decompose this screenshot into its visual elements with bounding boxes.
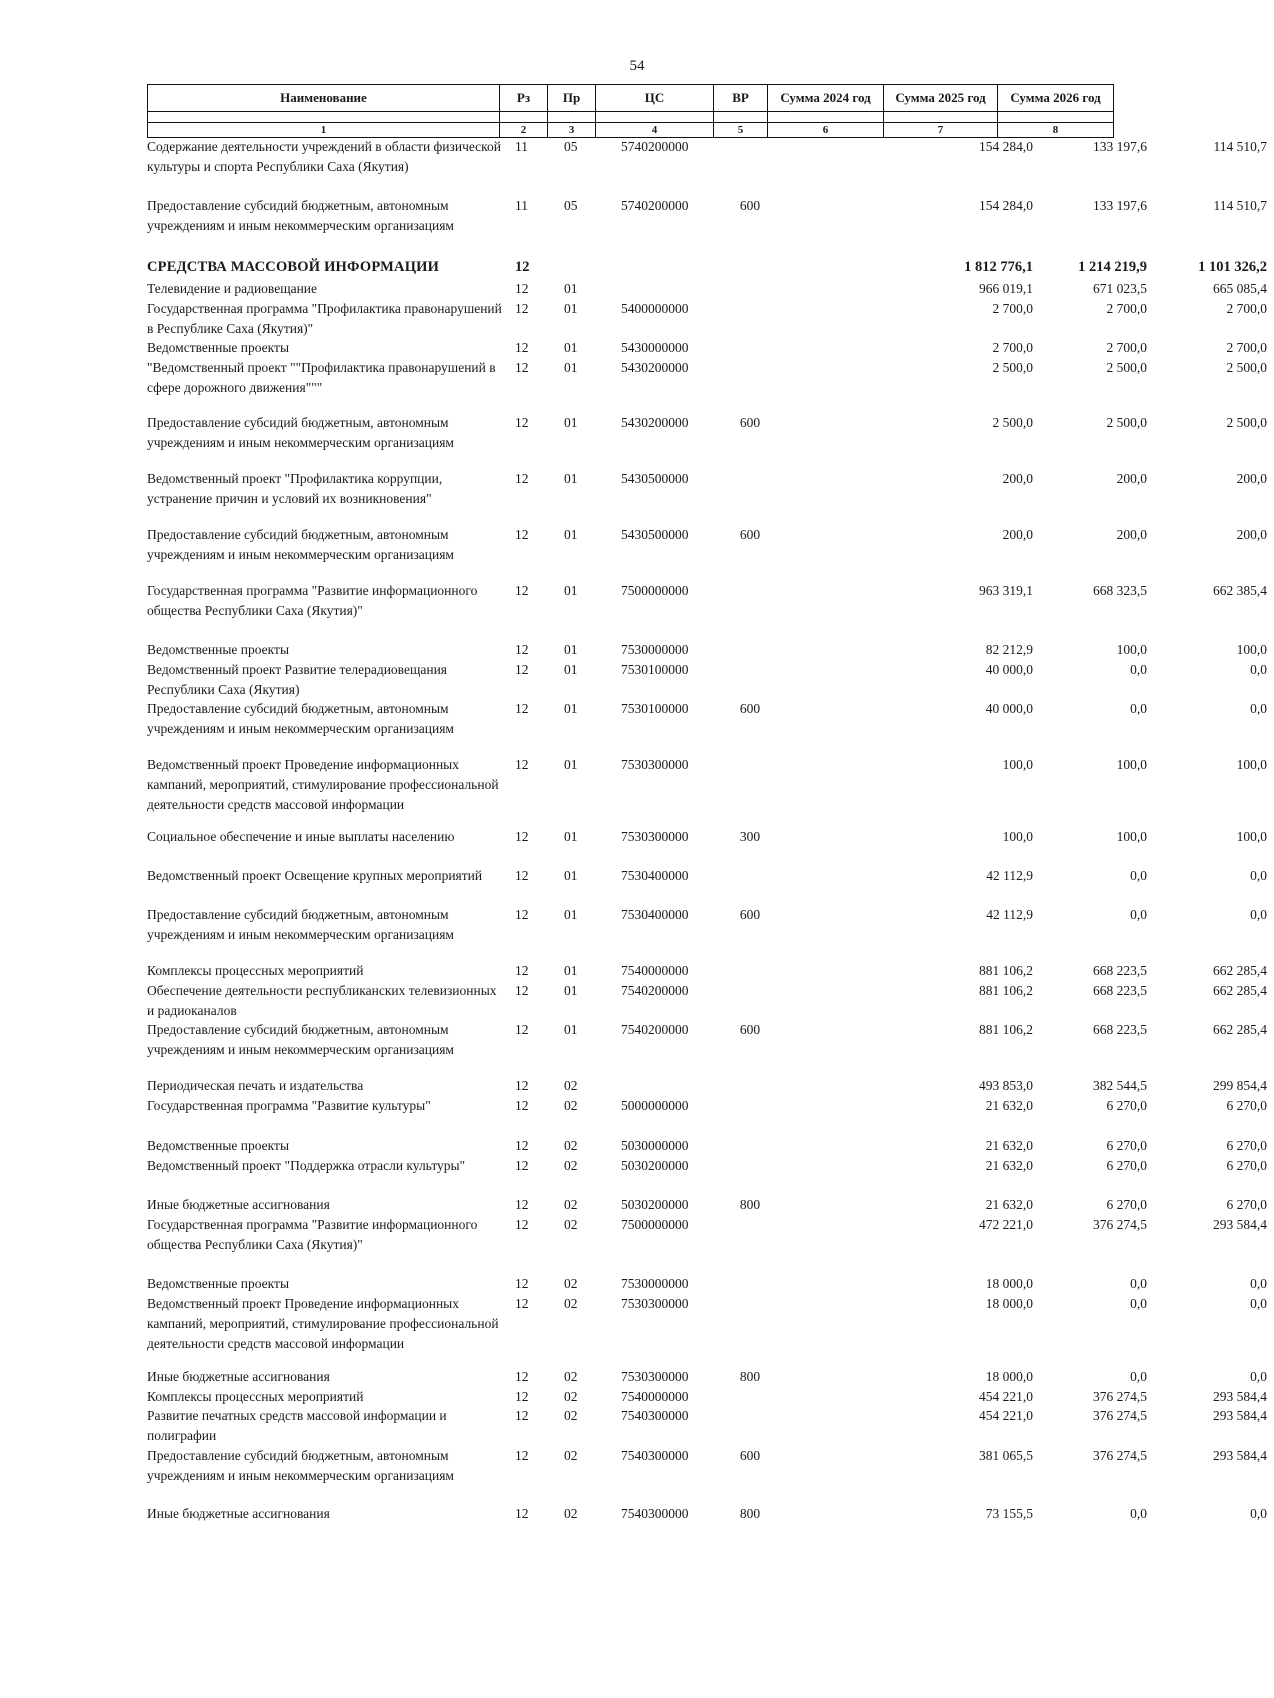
row-sum-2026: 293 584,4 bbox=[1213, 1448, 1267, 1463]
row-name: Предоставление субсидий бюджетным, автономным учреждениям и иным некоммерческим организациям bbox=[147, 1448, 454, 1483]
row-rz: 12 bbox=[515, 868, 529, 883]
row-cs: 7540200000 bbox=[621, 983, 689, 998]
row-sum-2024: 18 000,0 bbox=[985, 1369, 1033, 1384]
row-name: Государственная программа "Профилактика правонарушений в Республике Саха (Якутия)" bbox=[147, 301, 502, 336]
row-sum-2024: 82 212,9 bbox=[985, 642, 1033, 657]
row-pr: 05 bbox=[564, 139, 578, 154]
row-pr: 02 bbox=[564, 1506, 578, 1521]
row-name: Ведомственные проекты bbox=[147, 1138, 290, 1153]
row-cs: 5030200000 bbox=[621, 1197, 689, 1212]
row-rz: 12 bbox=[515, 301, 529, 316]
row-rz: 12 bbox=[515, 281, 529, 296]
row-sum-2024: 100,0 bbox=[1002, 757, 1033, 772]
row-sum-2026: 100,0 bbox=[1236, 829, 1267, 844]
row-name: Комплексы процессных мероприятий bbox=[147, 963, 364, 978]
row-vr: 800 bbox=[739, 1197, 761, 1212]
row-sum-2026: 2 500,0 bbox=[1226, 415, 1267, 430]
row-sum-2024: 963 319,1 bbox=[979, 583, 1033, 598]
row-pr: 01 bbox=[564, 281, 578, 296]
row-cs: 5030000000 bbox=[621, 1138, 689, 1153]
row-sum-2025: 6 270,0 bbox=[1106, 1197, 1147, 1212]
row-sum-2025: 100,0 bbox=[1116, 829, 1147, 844]
row-rz: 12 bbox=[515, 701, 529, 716]
row-cs: 5000000000 bbox=[621, 1098, 689, 1113]
row-name: Ведомственный проект Освещение крупных мероприятий bbox=[147, 868, 483, 883]
row-vr: 600 bbox=[739, 1448, 761, 1463]
row-sum-2024: 200,0 bbox=[1002, 471, 1033, 486]
row-vr: 600 bbox=[739, 415, 761, 430]
column-number: 2 bbox=[500, 123, 548, 138]
row-sum-2024: 73 155,5 bbox=[985, 1506, 1033, 1521]
row-sum-2024: 2 500,0 bbox=[992, 415, 1033, 430]
row-sum-2025: 2 700,0 bbox=[1106, 340, 1147, 355]
row-rz: 12 bbox=[515, 360, 529, 375]
row-vr: 600 bbox=[739, 527, 761, 542]
row-name: Предоставление субсидий бюджетным, автономным учреждениям и иным некоммерческим организациям bbox=[147, 907, 454, 942]
row-rz: 12 bbox=[515, 1369, 529, 1384]
row-sum-2025: 671 023,5 bbox=[1093, 281, 1147, 296]
row-pr: 02 bbox=[564, 1448, 578, 1463]
header-cs: ЦС bbox=[596, 85, 714, 112]
row-pr: 01 bbox=[564, 907, 578, 922]
row-vr: 600 bbox=[739, 198, 761, 213]
row-pr: 02 bbox=[564, 1217, 578, 1232]
row-sum-2026: 0,0 bbox=[1250, 868, 1267, 883]
row-sum-2025: 2 500,0 bbox=[1106, 360, 1147, 375]
row-rz: 12 bbox=[515, 1408, 529, 1423]
row-cs: 7540000000 bbox=[621, 1389, 689, 1404]
column-number: 4 bbox=[596, 123, 714, 138]
row-sum-2024: 2 700,0 bbox=[992, 301, 1033, 316]
row-sum-2025: 200,0 bbox=[1116, 527, 1147, 542]
row-sum-2025: 0,0 bbox=[1130, 868, 1147, 883]
row-sum-2026: 662 385,4 bbox=[1213, 583, 1267, 598]
row-name: Ведомственный проект "Профилактика коррупции, устранение причин и условий их возникновения" bbox=[147, 471, 443, 506]
row-sum-2025: 376 274,5 bbox=[1093, 1389, 1147, 1404]
row-sum-2025: 2 700,0 bbox=[1106, 301, 1147, 316]
row-name: Ведомственные проекты bbox=[147, 1276, 290, 1291]
row-sum-2024: 154 284,0 bbox=[979, 139, 1033, 154]
column-number: 7 bbox=[884, 123, 998, 138]
row-sum-2026: 293 584,4 bbox=[1213, 1389, 1267, 1404]
row-sum-2026: 100,0 bbox=[1236, 757, 1267, 772]
row-sum-2026: 2 700,0 bbox=[1226, 340, 1267, 355]
row-name: Предоставление субсидий бюджетным, автономным учреждениям и иным некоммерческим организациям bbox=[147, 198, 454, 233]
row-pr: 01 bbox=[564, 963, 578, 978]
row-vr: 600 bbox=[739, 701, 761, 716]
row-pr: 01 bbox=[564, 701, 578, 716]
row-sum-2024: 881 106,2 bbox=[979, 963, 1033, 978]
header-vr: ВР bbox=[714, 85, 768, 112]
row-cs: 5430500000 bbox=[621, 527, 689, 542]
row-sum-2024: 40 000,0 bbox=[985, 701, 1033, 716]
row-sum-2024: 21 632,0 bbox=[985, 1138, 1033, 1153]
row-cs: 5430200000 bbox=[621, 415, 689, 430]
row-cs: 7530400000 bbox=[621, 907, 689, 922]
column-number: 6 bbox=[768, 123, 884, 138]
row-sum-2026: 2 500,0 bbox=[1226, 360, 1267, 375]
row-cs: 7530000000 bbox=[621, 642, 689, 657]
row-sum-2026: 0,0 bbox=[1250, 1296, 1267, 1311]
row-pr: 01 bbox=[564, 868, 578, 883]
row-name: Развитие печатных средств массовой информации и полиграфии bbox=[147, 1408, 447, 1443]
row-name: Государственная программа "Развитие информационного общества Республики Саха (Якутия)" bbox=[147, 583, 478, 618]
row-name: Социальное обеспечение и иные выплаты населению bbox=[147, 829, 455, 844]
row-sum-2025: 133 197,6 bbox=[1093, 198, 1147, 213]
row-cs: 5430000000 bbox=[621, 340, 689, 355]
row-cs: 5740200000 bbox=[621, 139, 689, 154]
row-sum-2024: 381 065,5 bbox=[979, 1448, 1033, 1463]
row-sum-2026: 114 510,7 bbox=[1213, 198, 1267, 213]
row-cs: 5430200000 bbox=[621, 360, 689, 375]
row-rz: 12 bbox=[515, 527, 529, 542]
row-cs: 7530100000 bbox=[621, 701, 689, 716]
row-sum-2024: 454 221,0 bbox=[979, 1408, 1033, 1423]
row-sum-2024: 154 284,0 bbox=[979, 198, 1033, 213]
row-name: Обеспечение деятельности республиканских телевизионных и радиоканалов bbox=[147, 983, 497, 1018]
row-rz: 12 bbox=[515, 1078, 529, 1093]
row-pr: 02 bbox=[564, 1296, 578, 1311]
row-name: Ведомственные проекты bbox=[147, 642, 290, 657]
row-rz: 12 bbox=[515, 415, 529, 430]
row-sum-2025: 668 223,5 bbox=[1093, 963, 1147, 978]
row-vr: 600 bbox=[739, 907, 761, 922]
row-sum-2024: 21 632,0 bbox=[985, 1197, 1033, 1212]
row-rz: 12 bbox=[515, 907, 529, 922]
row-rz: 12 bbox=[515, 757, 529, 772]
column-number: 8 bbox=[998, 123, 1114, 138]
row-sum-2026: 1 101 326,2 bbox=[1198, 259, 1267, 275]
column-number: 1 bbox=[148, 123, 500, 138]
row-sum-2026: 6 270,0 bbox=[1226, 1197, 1267, 1212]
row-rz: 12 bbox=[515, 1158, 529, 1173]
row-name: Иные бюджетные ассигнования bbox=[147, 1197, 330, 1212]
row-cs: 7530400000 bbox=[621, 868, 689, 883]
row-name: "Ведомственный проект ""Профилактика правонарушений в сфере дорожного движения""" bbox=[147, 360, 496, 395]
row-sum-2025: 0,0 bbox=[1130, 701, 1147, 716]
row-vr: 800 bbox=[739, 1506, 761, 1521]
row-sum-2024: 42 112,9 bbox=[986, 868, 1033, 883]
row-cs: 7540300000 bbox=[621, 1408, 689, 1423]
row-pr: 02 bbox=[564, 1098, 578, 1113]
row-pr: 02 bbox=[564, 1197, 578, 1212]
row-cs: 5400000000 bbox=[621, 301, 689, 316]
row-rz: 12 bbox=[515, 259, 530, 275]
row-cs: 7540000000 bbox=[621, 963, 689, 978]
row-rz: 12 bbox=[515, 1217, 529, 1232]
row-cs: 7530300000 bbox=[621, 1369, 689, 1384]
row-name: Периодическая печать и издательства bbox=[147, 1078, 364, 1093]
row-sum-2024: 881 106,2 bbox=[979, 1022, 1033, 1037]
row-pr: 01 bbox=[564, 983, 578, 998]
row-pr: 01 bbox=[564, 340, 578, 355]
row-cs: 5030200000 bbox=[621, 1158, 689, 1173]
row-sum-2025: 668 223,5 bbox=[1093, 1022, 1147, 1037]
row-cs: 5430500000 bbox=[621, 471, 689, 486]
row-sum-2025: 0,0 bbox=[1130, 1296, 1147, 1311]
row-sum-2025: 200,0 bbox=[1116, 471, 1147, 486]
header-sum-2026: Сумма 2026 год bbox=[998, 85, 1114, 112]
row-pr: 02 bbox=[564, 1158, 578, 1173]
row-sum-2026: 100,0 bbox=[1236, 642, 1267, 657]
row-name: Государственная программа "Развитие информационного общества Республики Саха (Якутия)" bbox=[147, 1217, 478, 1252]
row-sum-2025: 0,0 bbox=[1130, 1369, 1147, 1384]
row-cs: 7530300000 bbox=[621, 757, 689, 772]
row-rz: 12 bbox=[515, 1138, 529, 1153]
row-sum-2024: 18 000,0 bbox=[985, 1276, 1033, 1291]
row-cs: 7530300000 bbox=[621, 829, 689, 844]
row-name: Ведомственный проект Проведение информационных кампаний, мероприятий, стимулирование профессиональной деятельности средств массовой информации bbox=[147, 757, 499, 812]
row-sum-2025: 668 323,5 bbox=[1093, 583, 1147, 598]
row-pr: 01 bbox=[564, 757, 578, 772]
row-sum-2024: 100,0 bbox=[1002, 829, 1033, 844]
row-sum-2025: 668 223,5 bbox=[1093, 983, 1147, 998]
row-sum-2025: 6 270,0 bbox=[1106, 1158, 1147, 1173]
row-sum-2024: 2 500,0 bbox=[992, 360, 1033, 375]
row-rz: 12 bbox=[515, 1022, 529, 1037]
row-name: Телевидение и радиовещание bbox=[147, 281, 318, 296]
row-sum-2024: 881 106,2 bbox=[979, 983, 1033, 998]
row-pr: 02 bbox=[564, 1276, 578, 1291]
row-sum-2026: 6 270,0 bbox=[1226, 1158, 1267, 1173]
row-vr: 300 bbox=[739, 829, 761, 844]
header-rz: Рз bbox=[500, 85, 548, 112]
row-name: Ведомственный проект Развитие телерадиовещания Республики Саха (Якутия) bbox=[147, 662, 448, 697]
column-number: 5 bbox=[714, 123, 768, 138]
row-sum-2026: 299 854,4 bbox=[1213, 1078, 1267, 1093]
row-sum-2026: 0,0 bbox=[1250, 701, 1267, 716]
row-cs: 7540300000 bbox=[621, 1506, 689, 1521]
row-sum-2026: 665 085,4 bbox=[1213, 281, 1267, 296]
row-sum-2025: 1 214 219,9 bbox=[1078, 259, 1147, 275]
row-sum-2025: 2 500,0 bbox=[1106, 415, 1147, 430]
row-rz: 12 bbox=[515, 1197, 529, 1212]
row-sum-2024: 21 632,0 bbox=[985, 1098, 1033, 1113]
row-sum-2026: 200,0 bbox=[1236, 471, 1267, 486]
row-sum-2026: 293 584,4 bbox=[1213, 1408, 1267, 1423]
row-rz: 12 bbox=[515, 1098, 529, 1113]
row-sum-2026: 2 700,0 bbox=[1226, 301, 1267, 316]
row-sum-2024: 472 221,0 bbox=[979, 1217, 1033, 1232]
header-sum-2025: Сумма 2025 год bbox=[884, 85, 998, 112]
row-rz: 12 bbox=[515, 1389, 529, 1404]
row-sum-2026: 662 285,4 bbox=[1213, 963, 1267, 978]
row-vr: 600 bbox=[739, 1022, 761, 1037]
row-sum-2026: 0,0 bbox=[1250, 662, 1267, 677]
row-name: Предоставление субсидий бюджетным, автономным учреждениям и иным некоммерческим организациям bbox=[147, 415, 454, 450]
row-rz: 12 bbox=[515, 963, 529, 978]
row-sum-2025: 376 274,5 bbox=[1093, 1448, 1147, 1463]
row-sum-2026: 0,0 bbox=[1250, 907, 1267, 922]
row-sum-2026: 0,0 bbox=[1250, 1276, 1267, 1291]
row-name: Содержание деятельности учреждений в области физической культуры и спорта Республики Саха (Якутия) bbox=[147, 139, 502, 174]
row-sum-2025: 0,0 bbox=[1130, 1506, 1147, 1521]
row-name: Иные бюджетные ассигнования bbox=[147, 1369, 330, 1384]
row-rz: 12 bbox=[515, 583, 529, 598]
row-sum-2025: 6 270,0 bbox=[1106, 1138, 1147, 1153]
row-pr: 02 bbox=[564, 1369, 578, 1384]
row-rz: 12 bbox=[515, 340, 529, 355]
row-cs: 7530000000 bbox=[621, 1276, 689, 1291]
row-sum-2025: 376 274,5 bbox=[1093, 1408, 1147, 1423]
row-rz: 12 bbox=[515, 1448, 529, 1463]
row-rz: 12 bbox=[515, 642, 529, 657]
row-name: Предоставление субсидий бюджетным, автономным учреждениям и иным некоммерческим организациям bbox=[147, 701, 454, 736]
row-sum-2026: 662 285,4 bbox=[1213, 1022, 1267, 1037]
row-sum-2026: 0,0 bbox=[1250, 1506, 1267, 1521]
column-number: 3 bbox=[548, 123, 596, 138]
row-sum-2025: 382 544,5 bbox=[1093, 1078, 1147, 1093]
row-cs: 7500000000 bbox=[621, 1217, 689, 1232]
row-name: Иные бюджетные ассигнования bbox=[147, 1506, 330, 1521]
row-name: Комплексы процессных мероприятий bbox=[147, 1389, 364, 1404]
row-pr: 01 bbox=[564, 1022, 578, 1037]
row-rz: 11 bbox=[515, 198, 528, 213]
row-pr: 02 bbox=[564, 1138, 578, 1153]
row-sum-2026: 6 270,0 bbox=[1226, 1138, 1267, 1153]
page-number: 54 bbox=[629, 58, 645, 74]
row-pr: 05 bbox=[564, 198, 578, 213]
row-sum-2024: 42 112,9 bbox=[986, 907, 1033, 922]
row-sum-2024: 200,0 bbox=[1002, 527, 1033, 542]
header-sum-2024: Сумма 2024 год bbox=[768, 85, 884, 112]
row-name: Ведомственный проект "Поддержка отрасли культуры" bbox=[147, 1158, 466, 1173]
row-sum-2025: 0,0 bbox=[1130, 1276, 1147, 1291]
row-sum-2025: 133 197,6 bbox=[1093, 139, 1147, 154]
row-sum-2025: 100,0 bbox=[1116, 642, 1147, 657]
row-pr: 01 bbox=[564, 301, 578, 316]
row-pr: 01 bbox=[564, 583, 578, 598]
row-pr: 02 bbox=[564, 1408, 578, 1423]
row-sum-2025: 6 270,0 bbox=[1106, 1098, 1147, 1113]
row-rz: 12 bbox=[515, 1506, 529, 1521]
row-pr: 01 bbox=[564, 829, 578, 844]
row-sum-2025: 376 274,5 bbox=[1093, 1217, 1147, 1232]
row-pr: 01 bbox=[564, 642, 578, 657]
row-sum-2026: 6 270,0 bbox=[1226, 1098, 1267, 1113]
row-sum-2024: 966 019,1 bbox=[979, 281, 1033, 296]
row-sum-2024: 2 700,0 bbox=[992, 340, 1033, 355]
header-name: Наименование bbox=[148, 85, 500, 112]
row-sum-2024: 21 632,0 bbox=[985, 1158, 1033, 1173]
header-pr: Пр bbox=[548, 85, 596, 112]
row-name: Предоставление субсидий бюджетным, автономным учреждениям и иным некоммерческим организациям bbox=[147, 527, 454, 562]
row-rz: 12 bbox=[515, 471, 529, 486]
row-pr: 01 bbox=[564, 471, 578, 486]
row-rz: 11 bbox=[515, 139, 528, 154]
row-sum-2026: 293 584,4 bbox=[1213, 1217, 1267, 1232]
row-sum-2026: 114 510,7 bbox=[1213, 139, 1267, 154]
row-pr: 02 bbox=[564, 1078, 578, 1093]
row-name: Ведомственный проект Проведение информационных кампаний, мероприятий, стимулирование профессиональной деятельности средств массовой информации bbox=[147, 1296, 499, 1351]
row-pr: 01 bbox=[564, 415, 578, 430]
row-pr: 01 bbox=[564, 527, 578, 542]
row-cs: 7530100000 bbox=[621, 662, 689, 677]
row-name: Ведомственные проекты bbox=[147, 340, 290, 355]
row-pr: 01 bbox=[564, 662, 578, 677]
row-rz: 12 bbox=[515, 1276, 529, 1291]
row-cs: 7540200000 bbox=[621, 1022, 689, 1037]
row-vr: 800 bbox=[739, 1369, 761, 1384]
row-rz: 12 bbox=[515, 829, 529, 844]
row-rz: 12 bbox=[515, 983, 529, 998]
row-sum-2026: 200,0 bbox=[1236, 527, 1267, 542]
row-sum-2024: 1 812 776,1 bbox=[964, 259, 1033, 275]
row-sum-2025: 0,0 bbox=[1130, 662, 1147, 677]
row-sum-2025: 0,0 bbox=[1130, 907, 1147, 922]
row-sum-2026: 662 285,4 bbox=[1213, 983, 1267, 998]
row-name: Государственная программа "Развитие культуры" bbox=[147, 1098, 431, 1113]
row-name: Предоставление субсидий бюджетным, автономным учреждениям и иным некоммерческим организациям bbox=[147, 1022, 454, 1057]
row-name: СРЕДСТВА МАССОВОЙ ИНФОРМАЦИИ bbox=[147, 259, 440, 275]
row-sum-2024: 18 000,0 bbox=[985, 1296, 1033, 1311]
row-rz: 12 bbox=[515, 1296, 529, 1311]
table-header bbox=[147, 84, 1114, 138]
row-sum-2024: 454 221,0 bbox=[979, 1389, 1033, 1404]
row-sum-2025: 100,0 bbox=[1116, 757, 1147, 772]
row-sum-2026: 0,0 bbox=[1250, 1369, 1267, 1384]
row-cs: 5740200000 bbox=[621, 198, 689, 213]
row-cs: 7500000000 bbox=[621, 583, 689, 598]
row-rz: 12 bbox=[515, 662, 529, 677]
row-sum-2024: 40 000,0 bbox=[985, 662, 1033, 677]
row-cs: 7530300000 bbox=[621, 1296, 689, 1311]
row-pr: 01 bbox=[564, 360, 578, 375]
row-pr: 02 bbox=[564, 1389, 578, 1404]
row-sum-2024: 493 853,0 bbox=[979, 1078, 1033, 1093]
row-cs: 7540300000 bbox=[621, 1448, 689, 1463]
